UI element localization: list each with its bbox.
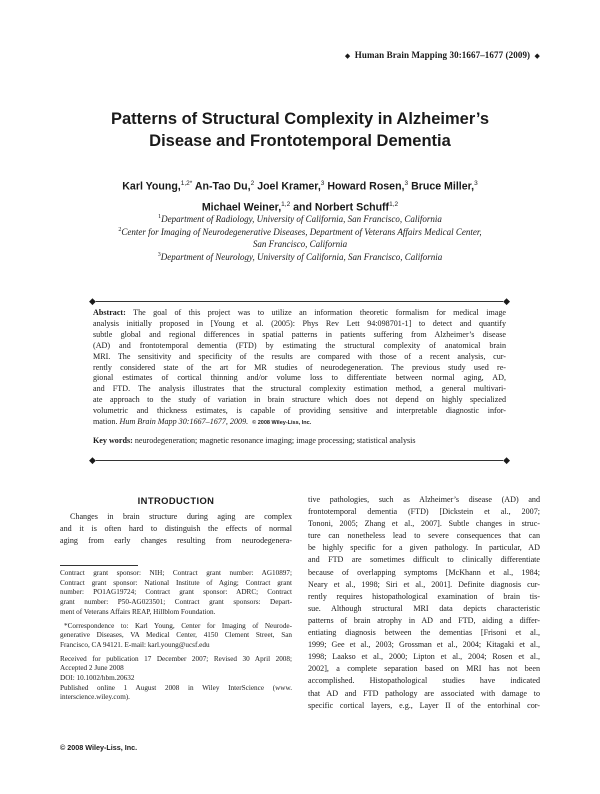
body-line: that AD and FTD pathology are associated with damage to (308, 688, 540, 698)
doi-line: DOI: 10.1002/hbm.20632 (60, 674, 135, 683)
body-line: Changes in brain structure during aging are complex (70, 512, 292, 521)
footnote-divider (60, 565, 138, 566)
right-column (308, 494, 540, 712)
body-line: ture can nonetheless lead to severe consequences that can (308, 531, 540, 541)
affiliation-line (60, 212, 540, 225)
diamond-icon: ◆ (344, 52, 351, 60)
affiliation-text: Department of Radiology, University of California, San Francisco, California (161, 214, 442, 224)
published-line: interscience.wiley.com). (60, 693, 130, 702)
top-rule (89, 296, 510, 306)
abstract-line: and FTD. The analysis illustrates that the structural complexity estimation method, a general multivari- (93, 384, 506, 394)
abstract-line: analysis initially proposed in [Young et al. (2005): Phys Rev Lett 94:098701-1] to detect and quantify (93, 318, 506, 328)
affil-marker: 3 (157, 252, 161, 259)
grant-line: Contract grant sponsor: National Institute of Aging; Contract grant (60, 578, 292, 587)
author-affil-marker: 1,2 (281, 200, 291, 208)
correspondence-line: generative Diseases, VA Medical Center, 4150 Clement Street, San (60, 631, 292, 640)
body-line: specific cortical layers, e.g., Layer II of the entorhinal cor- (308, 700, 540, 710)
correspondence-line: *Correspondence to: Karl Young, Center for Imaging of Neurode- (64, 621, 292, 630)
affiliation-line (60, 225, 540, 238)
affiliation-line (60, 250, 540, 263)
abstract-line: subtle global and regional differences in spatial patterns in patients suffering from Alzheimer’s disease (93, 329, 506, 339)
author-name: An-Tao Du, (194, 180, 251, 193)
abstract-copyright: © 2008 Wiley-Liss, Inc. (252, 420, 312, 427)
abstract-line: mation. Hum Brain Mapp 30:1667–1677, 2009. © 2008 Wiley-Liss, Inc. (93, 417, 312, 427)
author-affil-marker: 3 (320, 180, 325, 187)
bottom-rule (89, 455, 510, 465)
body-line: accomplished. Histopathological studies have indicated (308, 676, 540, 686)
abstract-label: Abstract: (93, 308, 126, 317)
diamond-icon: ◆ (89, 455, 96, 465)
affiliation-text: Center for Imaging of Neurodegenerative Diseases, Department of Veterans Affairs Medical Center, (121, 227, 482, 238)
diamond-icon: ◆ (503, 455, 510, 465)
grant-line: number: PO1AG19724; Contract grant sponsor: ADRC; Contract (60, 588, 292, 597)
body-line: 1999; Gee et al., 2003; Grossman et al., 2004; Kitagaki et al., (308, 640, 540, 650)
grant-line: ment of Veterans Affairs REAP, Hillblom Foundation. (60, 607, 216, 616)
body-line: aging from early changes resulting from neurodegenera- (60, 536, 292, 546)
abstract-line: ate approach to the study of variation in brain structure which does not depend on highly specialized (93, 395, 506, 405)
author-name: Michael Weiner, (201, 201, 282, 214)
correspondence-line: Francisco, CA 94121. E-mail: karl.young@ucsf.edu (60, 640, 210, 649)
body-line: frontotemporal dementia (FTD) [Dickstein et al., 2007; (308, 507, 540, 517)
journal-citation: Human Brain Mapping 30:1667–1677 (2009) (354, 50, 531, 60)
running-head (343, 50, 542, 60)
keywords-text: neurodegeneration; magnetic resonance imaging; image processing; statistical analysis (134, 436, 416, 445)
abstract-line: gional estimates of cortical thinning and/or volume loss to differentiate between normal aging, AD, (93, 373, 506, 383)
diamond-icon: ◆ (503, 296, 510, 306)
diamond-icon: ◆ (89, 296, 96, 306)
body-line: rently requires histopathological examination of brain tis- (308, 591, 540, 601)
body-line: tive pathologies, such as Alzheimer’s disease (AD) and (308, 495, 540, 504)
abstract-line: rently considered state of the art for MR studies of neurodegeneration. The previous study used re- (93, 362, 506, 372)
published-line: Published online 1 August 2008 in Wiley InterScience (www. (60, 683, 292, 692)
author-affil-marker: 1,2 (389, 200, 399, 208)
author-affil-marker: 2 (250, 180, 255, 187)
section-heading: INTRODUCTION (137, 495, 215, 506)
body-line: and it is often hard to distinguish the effects of normal (60, 524, 292, 534)
body-line: Neary et al., 1998; Siri et al., 2001]. Definite diagnosis cur- (308, 579, 540, 589)
affil-marker: 1 (158, 214, 162, 220)
body-line: and FTD are sometimes difficult to clinically differentiate (308, 555, 540, 565)
abstract-line: volumetric and thickness estimates, is capable of providing sensitive and interpretable diagnostic infor- (93, 406, 506, 416)
body-line: 2002], a complete separation based on MRI has not been (308, 664, 540, 674)
author-affil-marker: 3 (474, 180, 478, 187)
divider (93, 460, 506, 461)
affil-marker: 2 (118, 227, 122, 234)
keywords-label: Key words: (93, 436, 133, 445)
affiliations (60, 212, 540, 264)
abstract-line: Abstract: The goal of this project was to utilize an information theoretic formalism for medical image (93, 308, 506, 317)
keywords (93, 436, 506, 447)
abstract-citation: Hum Brain Mapp 30:1667–1677, 2009. (119, 417, 249, 427)
author-name: Howard Rosen, (327, 180, 405, 193)
paper-title (60, 108, 540, 152)
body-line: be highly specific for a given pathology. In particular, AD (308, 543, 540, 553)
dates-line: Received for publication 17 December 2007; Revised 30 April 2008; (60, 654, 292, 663)
body-line: sue. Although structural MRI data depicts characteristic (308, 603, 540, 613)
abstract-line: MRI. The sensitivity and specificity of the results are compared with those of a recent analysis, cur- (93, 351, 506, 361)
dates-line: Accepted 2 June 2008 (60, 664, 124, 673)
affiliation-line (60, 239, 540, 250)
footer-copyright: © 2008 Wiley-Liss, Inc. (60, 743, 138, 752)
author-list (60, 175, 540, 216)
title-line: Patterns of Structural Complexity in Alzheimer’s (110, 110, 490, 128)
body-line: entiating diagnosis between the dementias [Frisoni et al., (308, 628, 540, 638)
diamond-icon: ◆ (534, 52, 540, 60)
author-name: Joel Kramer, (257, 180, 321, 193)
grant-line: grant number: P50-AG023501; Contract grant sponsors: Depart- (60, 598, 292, 607)
author-name: Karl Young, (122, 180, 181, 193)
body-line: 1998; Laakso et al., 2000; Lipton et al., 2004; Rosen et al., (308, 652, 540, 662)
author-line (60, 175, 540, 196)
affiliation-text: Department of Neurology, University of California, San Francisco, California (160, 252, 443, 263)
body-line: patterns of brain atrophy in AD and FTD, aiding a differ- (308, 615, 540, 625)
author-name: Bruce Miller, (411, 180, 475, 193)
author-affil-marker: 1,2* (180, 180, 193, 187)
footnotes (60, 569, 292, 703)
affiliation-text: San Francisco, California (252, 238, 348, 249)
author-name: and Norbert Schuff (293, 201, 390, 214)
divider (93, 301, 506, 302)
left-column (60, 494, 292, 547)
title-line: Disease and Frontotemporal Dementia (149, 132, 451, 150)
grant-line: Contract grant sponsor: NIH; Contract grant number: AG10897; (60, 569, 292, 577)
abstract (93, 308, 506, 429)
abstract-line: (AD) and frontotemporal dementia (FTD) by estimating the structural complexity of anatomical brain (93, 340, 506, 350)
body-line: Tononi, 2005; Zhang et al., 2007]. Subtle changes in struc- (308, 519, 540, 529)
body-line: because of overlapping symptoms [McKhann et al., 1984; (308, 567, 540, 577)
author-affil-marker: 3 (404, 180, 409, 187)
